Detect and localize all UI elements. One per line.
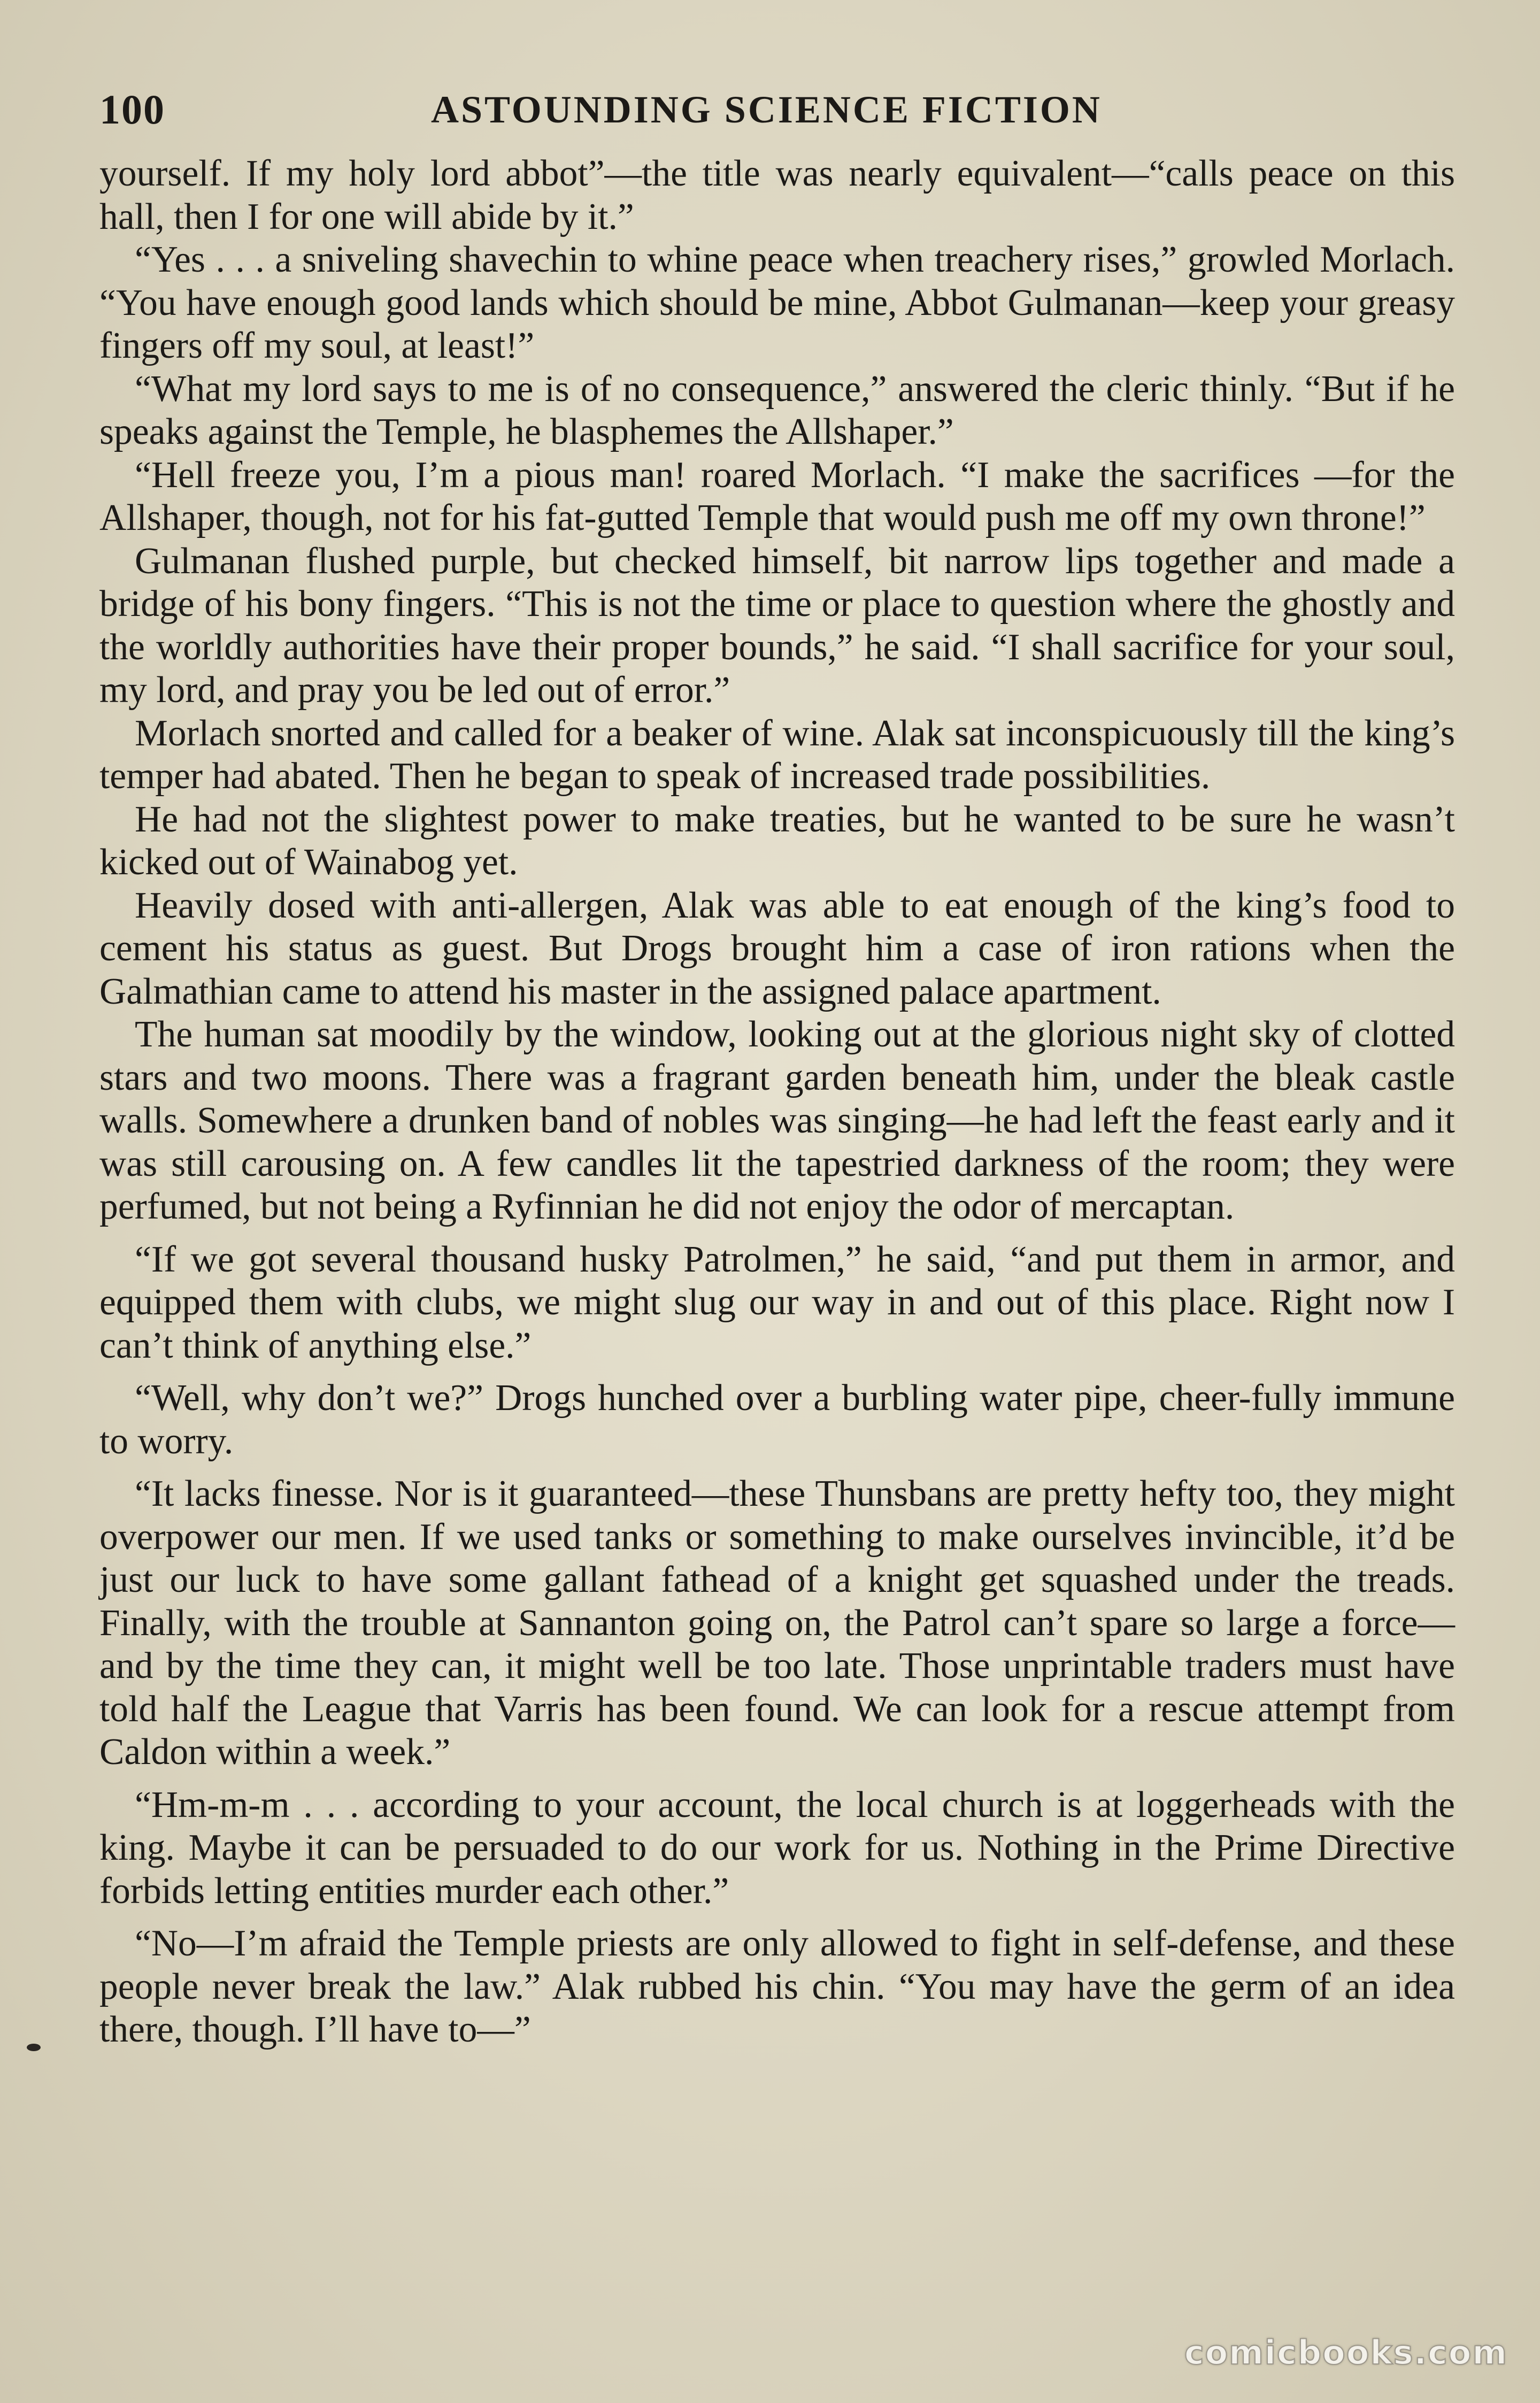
paragraph: He had not the slightest power to make treaties, but he wanted to be sure he wasn’t kicked out of Wainabog yet. [99, 798, 1455, 883]
paragraph: Gulmanan flushed purple, but checked himself, bit narrow lips together and made a bridge of his bony fingers. “This is not the time or place to question where the ghostly and the worldly authorities have their proper bounds,” he said. “I shall sacrifice for your soul, my lord, and pray you be led out of error.” [99, 540, 1455, 711]
paragraph: “What my lord says to me is of no consequence,” answered the cleric thinly. “But if he speaks against the Temple, he blasphemes the Allshaper.” [99, 368, 1455, 452]
running-title: ASTOUNDING SCIENCE FICTION [431, 88, 1102, 131]
paragraph: yourself. If my holy lord abbot”—the title was nearly equivalent—“calls peace on this hall, then I for one will abide by it.” [99, 153, 1455, 237]
paragraph: Heavily dosed with anti-allergen, Alak was able to eat enough of the king’s food to cement his status as guest. But Drogs brought him a case of iron rations when the Galmathian came to attend his master in the assigned palace apartment. [99, 884, 1455, 1012]
page-header [99, 80, 1458, 139]
paragraph: The human sat moodily by the window, looking out at the glorious night sky of clotted stars and two moons. There was a fragrant garden beneath him, under the bleak castle walls. Somewhere a drunken band of nobles was singing—he had left the feast early and it was still carousing on. A few candles lit the tapestried darkness of the room; they were perfumed, but not being a Ryfinnian he did not enjoy the odor of mercaptan. [99, 1014, 1455, 1227]
ink-speck [27, 2044, 41, 2051]
page-number: 100 [99, 86, 165, 133]
paragraph: Morlach snorted and called for a beaker of wine. Alak sat inconspicuously till the king’s temper had abated. Then he began to speak of increased trade possibilities. [99, 712, 1455, 797]
watermark: comicbooks.com [1184, 2333, 1508, 2372]
paragraph: “No—I’m afraid the Temple priests are only allowed to fight in self-defense, and these people never break the law.” Alak rubbed his chin. “You may have the germ of an idea there, though. I’ll have to—” [99, 1923, 1455, 2050]
paragraph: “Yes . . . a sniveling shavechin to whine peace when treachery rises,” growled Morlach. “You have enough good lands which should be mine, Abbot Gulmanan—keep your greasy fingers off my soul, at least!” [99, 239, 1455, 366]
story-text [99, 152, 1455, 2052]
paragraph: “If we got several thousand husky Patrolmen,” he said, “and put them in armor, and equipped them with clubs, we might slug our way in and out of this place. Right now I can’t think of anything else.” [99, 1238, 1455, 1366]
paragraph: “Hm-m-m . . . according to your account, the local church is at loggerheads with the king. Maybe it can be persuaded to do our work for us. Nothing in the Prime Directive forbids letting entities murder each other.” [99, 1784, 1455, 1912]
paragraph: “Well, why don’t we?” Drogs hunched over a burbling water pipe, cheer-fully immune to worry. [99, 1377, 1455, 1462]
paragraph: “Hell freeze you, I’m a pious man! roared Morlach. “I make the sacrifices —for the Allshaper, though, not for his fat-gutted Temple that would push me off my own throne!” [99, 454, 1455, 538]
paragraph: “It lacks finesse. Nor is it guaranteed—these Thunsbans are pretty hefty too, they might overpower our men. If we used tanks or something to make ourselves invincible, it’d be just our luck to have some gallant fathead of a knight get squashed under the treads. Finally, with the trouble at Sannanton going on, the Patrol can’t spare so large a force—and by the time they can, it might well be too late. Those unprintable traders must have told half the League that Varris has been found. We can look for a rescue attempt from Caldon within a week.” [99, 1473, 1455, 1773]
